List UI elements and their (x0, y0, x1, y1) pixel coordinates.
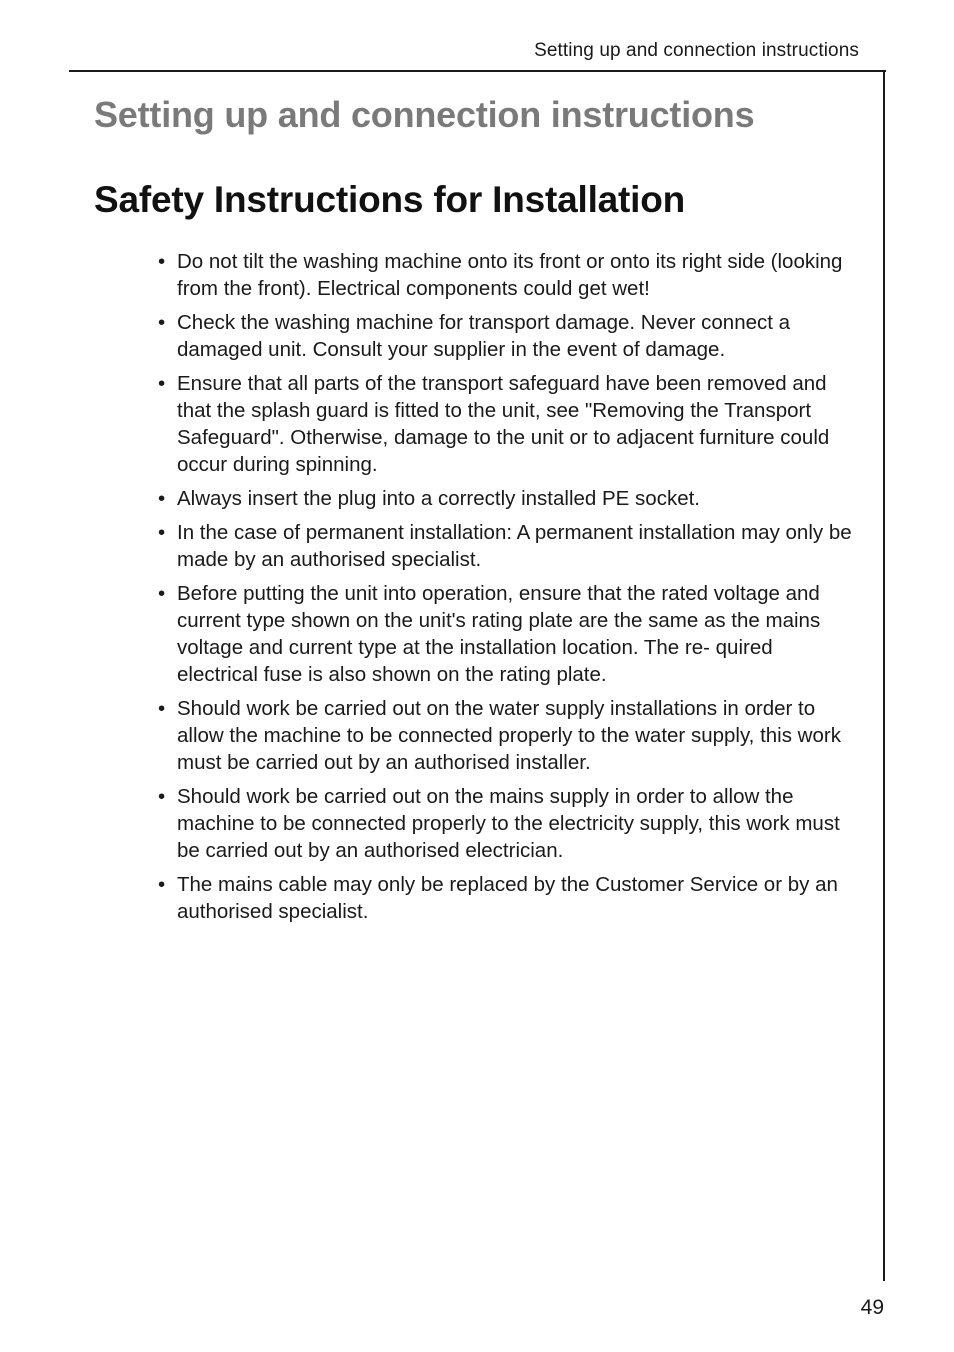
list-item (158, 519, 858, 573)
list-item (158, 370, 858, 478)
running-header: Setting up and connection instructions (534, 40, 859, 61)
side-rule (883, 70, 885, 1281)
list-item (158, 485, 858, 512)
list-item-text: Always insert the plug into a correctly installed PE socket. (177, 487, 700, 510)
list-item (158, 783, 858, 864)
header-rule (69, 70, 886, 72)
list-item (158, 248, 858, 302)
bullet-icon: • (158, 311, 166, 334)
bullet-icon: • (158, 873, 166, 896)
list-item-text: Check the washing machine for transport damage. Never connect a damaged unit. Consult your supplier in the event of damage. (177, 311, 791, 361)
chapter-title: Setting up and connection instructions (94, 94, 755, 135)
list-item (158, 695, 858, 776)
list-item-text: Before putting the unit into operation, ensure that the rated voltage and current type shown on the unit's rating plate are the same as the mains voltage and current type at the installation location. The re- quired electrical fuse is also shown on the rating plate. (177, 582, 821, 686)
safety-instructions-list (158, 248, 858, 932)
section-title: Safety Instructions for Installation (94, 179, 686, 220)
bullet-icon: • (158, 582, 166, 605)
list-item (158, 580, 858, 688)
bullet-icon: • (158, 521, 166, 544)
list-item (158, 871, 858, 925)
list-item (158, 309, 858, 363)
bullet-icon: • (158, 487, 166, 510)
list-item-text: Ensure that all parts of the transport safeguard have been removed and that the splash guard is fitted to the unit, see "Removing the Transport Safeguard". Otherwise, damage to the unit or to adjacent furniture could occur during spinning. (177, 372, 830, 476)
bullet-icon: • (158, 250, 166, 273)
list-item-text: Should work be carried out on the mains supply in order to allow the machine to be connected properly to the electricity supply, this work must be carried out by an authorised electrician. (177, 785, 840, 862)
list-item-text: In the case of permanent installation: A permanent installation may only be made by an authorised specialist. (177, 521, 852, 571)
bullet-icon: • (158, 785, 166, 808)
list-item-text: Should work be carried out on the water supply installations in order to allow the machine to be connected properly to the water supply, this work must be carried out by an authorised installer. (177, 697, 841, 774)
list-item-text: Do not tilt the washing machine onto its front or onto its right side (looking from the front). Electrical components could get wet! (177, 250, 843, 300)
list-item-text: The mains cable may only be replaced by the Customer Service or by an authorised specialist. (177, 873, 838, 923)
bullet-icon: • (158, 697, 166, 720)
page-number: 49 (860, 1296, 884, 1319)
bullet-icon: • (158, 372, 166, 395)
